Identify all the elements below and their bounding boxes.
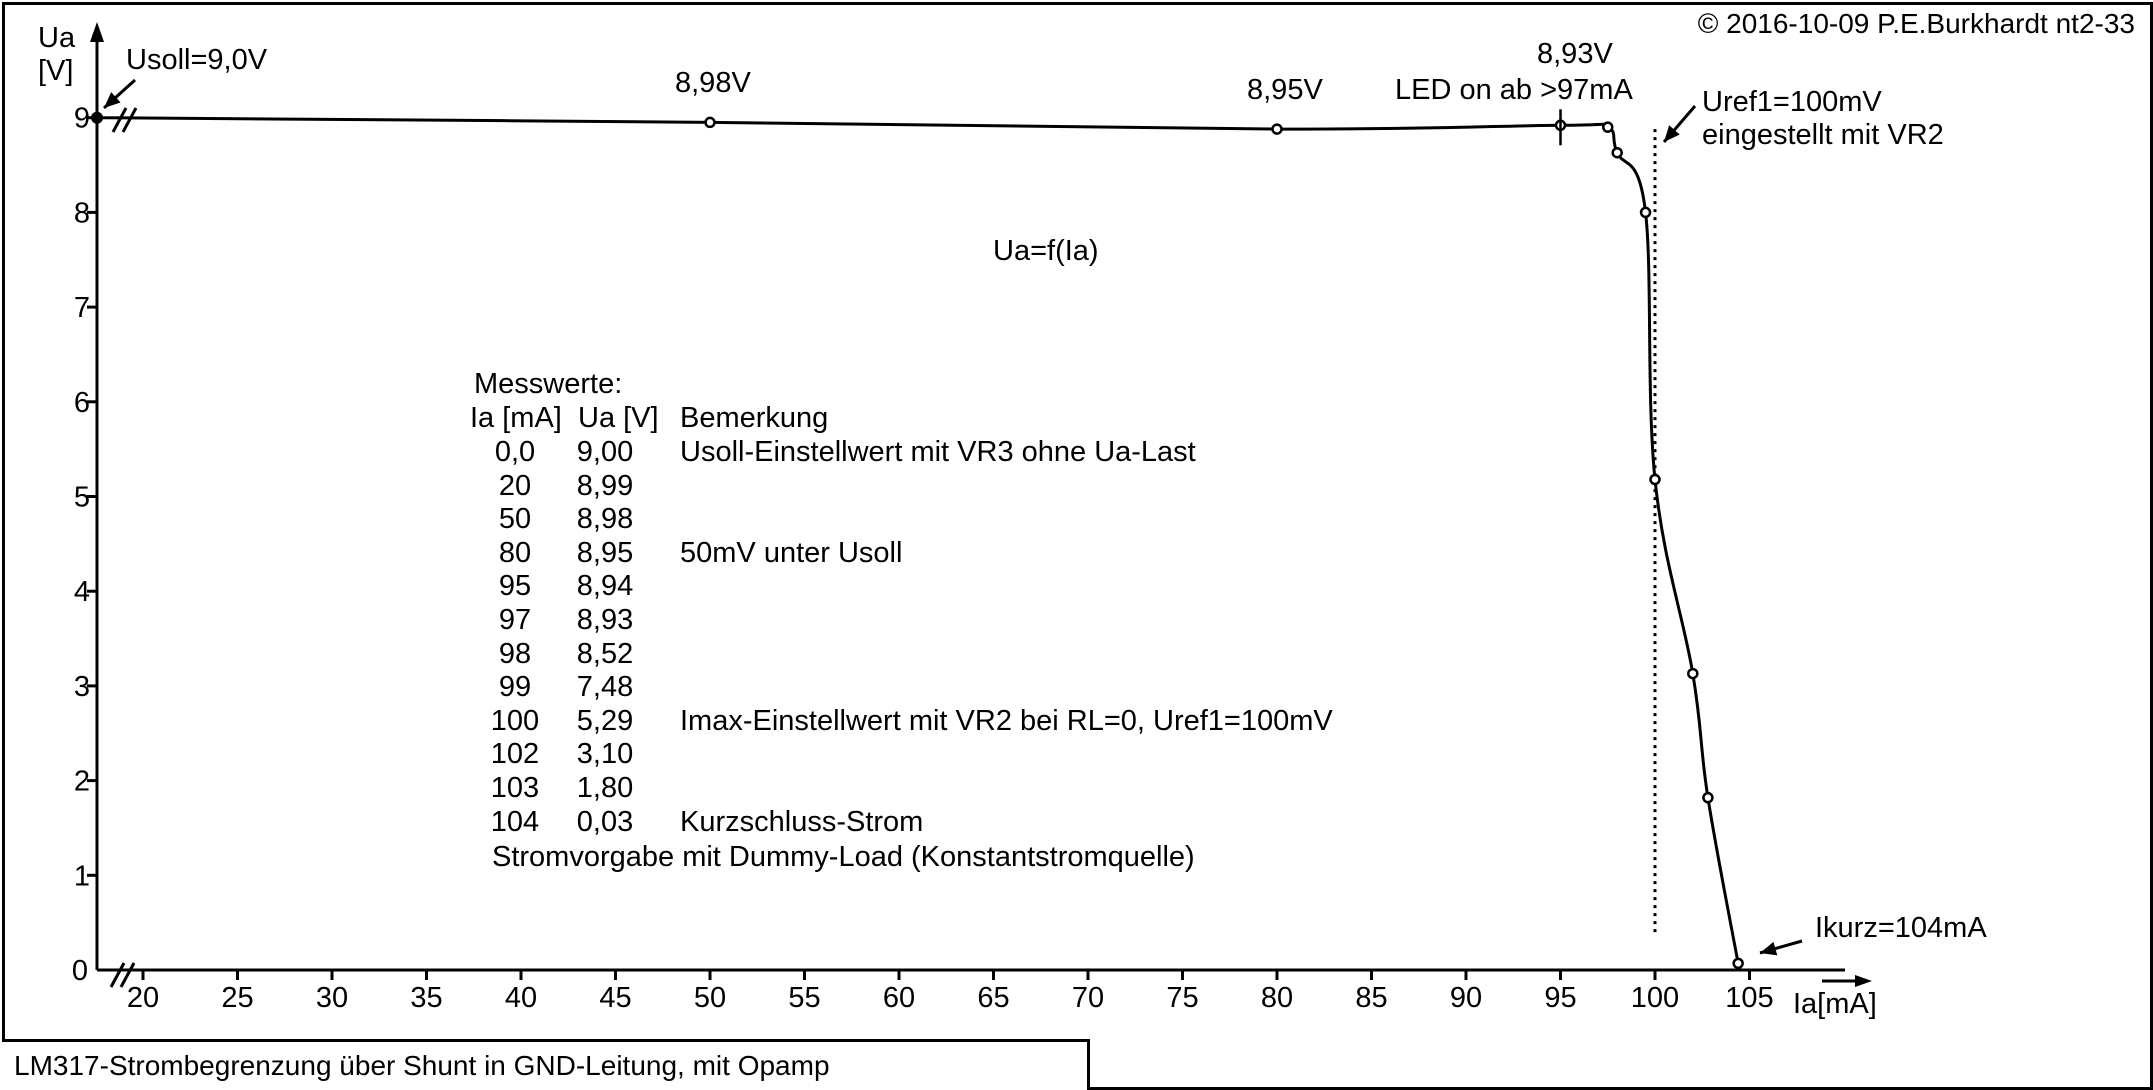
cell-ua: 9,00 [576,436,634,468]
cell-ua: 7,48 [576,671,634,704]
cell-ia: 20 [498,469,532,502]
caption-text: LM317-Strombegrenzung über Shunt in GND-Leitung, mit Opamp [14,1050,830,1081]
y-tick-label: 6 [73,386,91,419]
annotation-8-93v: 8,93V [1537,38,1613,70]
measurement-row [470,503,1370,537]
measurement-row [470,570,1370,604]
cell-ia: 0,0 [494,436,536,468]
annotation-uref1: Uref1=100mV [1702,86,1882,118]
data-point [1703,793,1712,802]
cell-ia: 103 [490,772,540,804]
y-axis-unit: [V] [38,55,74,87]
data-point [1603,123,1612,132]
x-tick-label: 90 [1449,982,1483,1014]
cell-ua: 5,29 [576,704,634,737]
x-tick-label: 45 [599,982,632,1014]
copyright-text: © 2016-10-09 P.E.Burkhardt nt2-33 [1697,8,2135,39]
annotation-ikurz: Ikurz=104mA [1815,912,1987,944]
cell-ua: 3,10 [576,738,634,771]
cell-ua: 8,95 [576,536,634,569]
cell-bemerkung: Usoll-Einstellwert mit VR3 ohne Ua-Last [680,436,1196,468]
y-tick-label: 7 [73,292,91,325]
cell-bemerkung: Kurzschluss-Strom [680,805,924,838]
y-tick-label: 3 [73,670,91,703]
y-tick-label: 5 [73,481,91,514]
data-point [706,118,715,127]
cell-ua: 8,52 [576,637,634,670]
measurement-row [470,738,1370,772]
data-point [1641,208,1650,217]
caption-box [2,1039,1090,1090]
cell-ia: 50 [498,503,532,536]
annotation-8-95v: 8,95V [1247,74,1323,106]
x-tick-label: 75 [1166,982,1199,1014]
x-tick-label: 80 [1260,982,1294,1014]
header-bemerkung: Bemerkung [680,402,829,434]
y-axis-label: Ua [38,22,76,54]
y-tick-label: 9 [73,102,91,135]
measurement-title: Messwerte: [474,368,623,400]
x-tick-label: 20 [126,982,160,1014]
y-tick-label: 1 [73,860,91,893]
measurement-row [470,806,1370,840]
x-tick-label: 40 [504,982,538,1014]
cell-ia: 80 [498,536,532,569]
measurement-row [470,604,1370,638]
x-tick-label: 25 [221,982,254,1014]
measurement-row [470,537,1370,571]
cell-ia: 104 [490,805,540,838]
data-point [1734,959,1743,968]
measurement-row [470,671,1370,705]
data-point [1613,148,1622,157]
x-tick-label: 65 [977,982,1010,1014]
y-tick-label: 4 [73,576,91,609]
measurement-row [470,470,1370,504]
x-tick-label: 50 [693,982,727,1014]
x-tick-label: 85 [1355,982,1388,1014]
x-tick-label: 95 [1544,982,1577,1014]
data-point-start [92,113,102,123]
chart-title: Ua=f(Ia) [993,235,1099,267]
x-tick-label: 30 [315,982,349,1014]
cell-ia: 97 [498,604,532,636]
cell-ua: 8,99 [576,469,634,502]
x-tick-label: 60 [882,982,916,1014]
measurement-row [470,705,1370,739]
x-tick-label: 70 [1071,982,1105,1014]
cell-ua: 0,03 [576,805,634,838]
annotation-usoll: Usoll=9,0V [126,44,268,76]
data-point [1651,475,1660,484]
annotation-led-on: LED on ab >97mA [1395,74,1633,106]
measurement-row [470,772,1370,806]
x-tick-label: 100 [1630,982,1680,1014]
measurement-row [470,638,1370,672]
cell-ia: 102 [490,738,540,771]
header-ua: Ua [V] [578,402,659,434]
cell-ia: 95 [498,570,532,603]
data-point [1688,669,1697,678]
x-tick-label: 35 [410,982,443,1014]
cell-ua: 1,80 [576,772,634,804]
annotation-8-98v: 8,98V [675,67,751,99]
cell-bemerkung: 50mV unter Usoll [680,536,903,569]
cell-ia: 98 [498,637,532,670]
cell-ia: 99 [498,671,532,704]
y-tick-label: 8 [73,197,91,230]
arrow-ikurz-head [1760,942,1777,955]
cell-ua: 8,98 [576,503,634,536]
y-axis-arrow [90,22,104,42]
x-tick-label: 55 [788,982,821,1014]
measurement-row [470,436,1370,470]
measurement-footer: Stromvorgabe mit Dummy-Load (Konstantstromquelle) [492,841,1195,873]
annotation-eingestellt: eingestellt mit VR2 [1702,119,1944,151]
header-ia: Ia [mA] [470,402,562,434]
measurement-header-row [470,402,1370,436]
cell-ua: 8,94 [576,570,634,603]
x-axis-label: Ia[mA] [1793,988,1877,1020]
x-axis-arrow-head [1855,975,1872,987]
cell-bemerkung: Imax-Einstellwert mit VR2 bei RL=0, Uref1=100mV [680,704,1333,737]
y-tick-label: 2 [73,765,91,798]
cell-ua: 8,93 [576,604,634,636]
data-point [1273,125,1282,134]
cell-ia: 100 [490,704,540,737]
y-tick-label: 0 [71,955,89,987]
x-tick-label: 105 [1725,982,1774,1014]
